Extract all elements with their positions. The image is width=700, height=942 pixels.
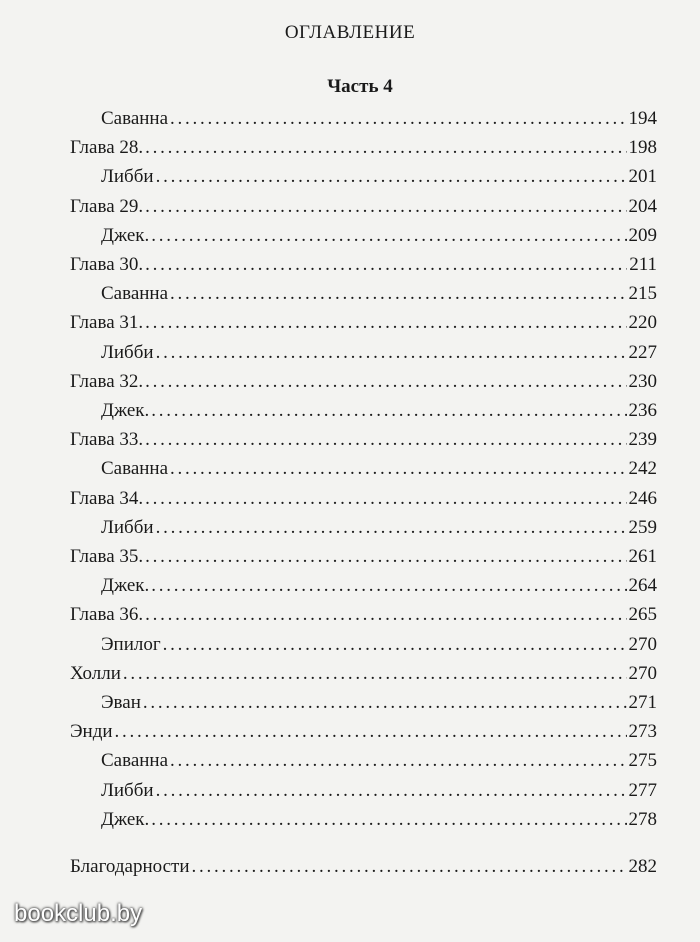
toc-entry-label: Глава 29. <box>70 195 144 217</box>
toc-entry-label: Эпилог <box>101 633 161 655</box>
toc-entry <box>70 196 657 226</box>
dot-leader <box>170 750 626 772</box>
toc-entry-label: Холли <box>70 662 121 684</box>
toc-entry-label: Джек. <box>101 575 150 597</box>
toc-entry-page: 209 <box>628 224 657 246</box>
toc-entry-page: 264 <box>628 575 657 597</box>
toc-entry-page: 270 <box>628 633 657 655</box>
toc-entry <box>70 721 657 751</box>
toc-entry-page: 194 <box>628 108 657 129</box>
toc-entry-label: Либби <box>101 779 154 801</box>
dot-leader <box>145 429 626 451</box>
dot-leader <box>192 856 627 878</box>
toc-entry <box>70 488 657 518</box>
site-watermark: bookclub.by <box>14 900 143 927</box>
toc-entry-label: Саванна <box>101 283 169 305</box>
toc-entry-page: 236 <box>628 400 657 421</box>
toc-entry-label: Глава 33. <box>70 429 144 451</box>
toc-entry <box>101 400 657 430</box>
toc-entry-page: 227 <box>628 341 657 363</box>
toc-entry-label: Джек. <box>101 400 150 421</box>
part-title: Часть 4 <box>327 76 393 97</box>
toc-entry-label: Глава 31. <box>70 312 144 334</box>
dot-leader <box>145 137 626 159</box>
toc-entry <box>70 312 657 342</box>
toc-entry-page: 239 <box>628 429 657 451</box>
toc-entry <box>101 342 657 372</box>
toc-entry-label: Джек. <box>101 224 150 246</box>
toc-entry-label: Глава 36. <box>70 604 144 626</box>
toc-entry-label: Глава 35. <box>70 546 144 567</box>
toc-entry <box>70 546 657 576</box>
dot-leader <box>145 254 627 276</box>
dot-leader <box>145 546 626 568</box>
toc-entry <box>70 371 657 401</box>
toc-entry-label: Саванна <box>101 458 169 480</box>
toc-entry <box>101 166 657 196</box>
dot-leader <box>115 721 627 743</box>
toc-entry <box>101 634 657 664</box>
toc-entry <box>101 517 657 547</box>
dot-leader <box>156 166 627 188</box>
toc-entry-label: Благодарности <box>70 856 190 877</box>
toc-entry-page: 278 <box>628 808 657 830</box>
toc-entry <box>70 604 657 634</box>
toc-entry <box>101 283 657 313</box>
toc-entry <box>101 225 657 255</box>
toc-entry <box>70 137 657 167</box>
dot-leader <box>163 634 627 656</box>
toc-entry-page: 277 <box>628 779 657 801</box>
dot-leader <box>145 604 626 626</box>
toc-entry-label: Глава 32. <box>70 370 144 392</box>
toc-entry-label: Саванна <box>101 108 169 129</box>
toc-entry-page: 220 <box>628 312 657 334</box>
toc-entry-label: Джек. <box>101 808 150 830</box>
dot-leader <box>156 780 627 802</box>
dot-leader <box>145 488 626 510</box>
toc-entry-label: Саванна <box>101 750 169 772</box>
toc-entry-page: 282 <box>628 856 657 877</box>
toc-entry-label: Либби <box>101 516 154 538</box>
dot-leader <box>170 283 626 305</box>
toc-entry-page: 242 <box>628 458 657 480</box>
toc-entry-label: Глава 28. <box>70 137 144 159</box>
dot-leader <box>145 312 626 334</box>
toc-entry <box>70 663 657 693</box>
toc-entry-label: Либби <box>101 341 154 363</box>
toc-entry-page: 246 <box>628 487 657 509</box>
toc-entry-label: Либби <box>101 166 154 188</box>
toc-entry-page: 261 <box>628 546 657 567</box>
dot-leader <box>145 196 626 218</box>
toc-entry <box>70 254 657 284</box>
toc-entry-page: 215 <box>628 283 657 305</box>
toc-entry-page: 204 <box>628 195 657 217</box>
toc-entry <box>101 575 657 605</box>
dot-leader <box>145 371 626 393</box>
toc-entry-page: 271 <box>628 692 657 713</box>
toc-entry-page: 201 <box>628 166 657 188</box>
toc-entry-label: Энди <box>70 721 113 743</box>
toc-entry-page: 230 <box>628 370 657 392</box>
dot-leader <box>151 225 626 247</box>
dot-leader <box>156 342 627 364</box>
toc-entry <box>101 809 657 839</box>
toc-entry-page: 273 <box>628 721 657 743</box>
toc-entry <box>101 750 657 780</box>
dot-leader <box>151 575 626 597</box>
toc-entry-page: 198 <box>628 137 657 159</box>
dot-leader <box>151 400 626 422</box>
toc-entry-page: 275 <box>628 750 657 772</box>
page-title: ОГЛАВЛЕНИЕ <box>284 22 416 43</box>
toc-entry <box>70 856 657 886</box>
toc-entry <box>101 692 657 722</box>
toc-entry <box>101 780 657 810</box>
toc-entry <box>101 458 657 488</box>
dot-leader <box>170 108 626 130</box>
toc-entry-label: Глава 30. <box>70 254 144 275</box>
dot-leader <box>123 663 627 685</box>
toc-entry-page: 270 <box>628 662 657 684</box>
toc-entry-page: 259 <box>628 516 657 538</box>
toc-entry <box>101 108 657 138</box>
toc-entry-label: Эван <box>101 692 141 713</box>
dot-leader <box>143 692 627 714</box>
dot-leader <box>156 517 627 539</box>
dot-leader <box>170 458 626 480</box>
toc-entry-page: 265 <box>628 604 657 626</box>
toc-entry-label: Глава 34. <box>70 487 144 509</box>
dot-leader <box>151 809 626 831</box>
toc-entry-page: 211 <box>629 254 657 275</box>
toc-entry <box>70 429 657 459</box>
